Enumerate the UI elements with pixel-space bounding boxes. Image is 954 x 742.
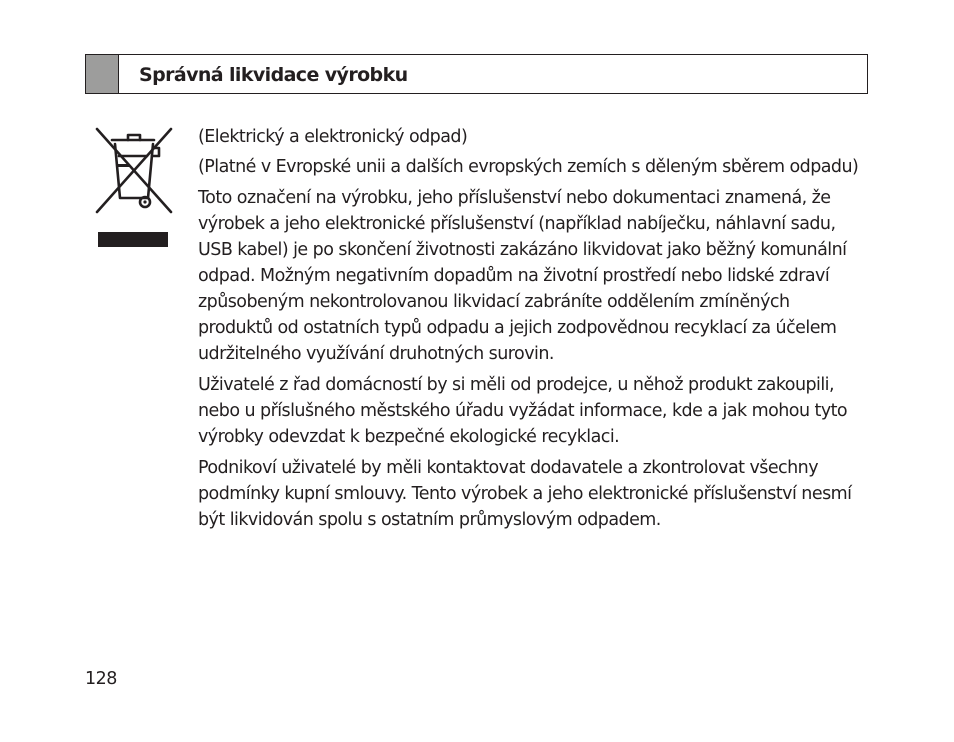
paragraph-marking: Toto označení na výrobku, jeho příslušenství nebo dokumentaci znamená, že výrobek a jeho elektronické příslušenství (například nabíječku, náhlavní sadu, USB kabel) je po skončení životnosti zakázáno likvidovat jako běžný komunální odpad. Možným negativním dopadům na životní prostředí nebo lidské zdraví způsobeným nekontrolovanou likvidací zabráníte oddělením zmíněných produktů od ostatních typů odpadu a jejich zodpovědnou recyklací za účelem udržitelného využívání druhotných surovin. [198, 188, 847, 364]
paragraph-business-users: Podnikoví uživatelé by měli kontaktovat dodavatele a zkontrolovat všechny podmínky kupní smlouvy. Tento výrobek a jeho elektronické příslušenství nesmí být likvidován spolu s ostatním průmyslovým odpadem. [198, 458, 852, 530]
section-header [85, 54, 868, 94]
paragraph-validity: (Platné v Evropské unii a dalších evropských zemích s děleným sběrem odpadu) [198, 157, 859, 177]
crossed-out-wheelie-bin-icon [95, 126, 173, 254]
disposal-text [198, 124, 864, 538]
page-number: 128 [85, 669, 117, 689]
paragraph-household-users: Uživatelé z řad domácností by si měli od prodejce, u něhož produkt zakoupili, nebo u příslušného městského úřadu vyžádat informace, kde a jak mohou tyto výrobky odevzdat k bezpečné ekologické recyklaci. [198, 375, 848, 447]
paragraph-waste-type: (Elektrický a elektronický odpad) [198, 127, 468, 147]
section-header-tab [86, 55, 119, 93]
section-title: Správná likvidace výrobku [139, 64, 408, 86]
